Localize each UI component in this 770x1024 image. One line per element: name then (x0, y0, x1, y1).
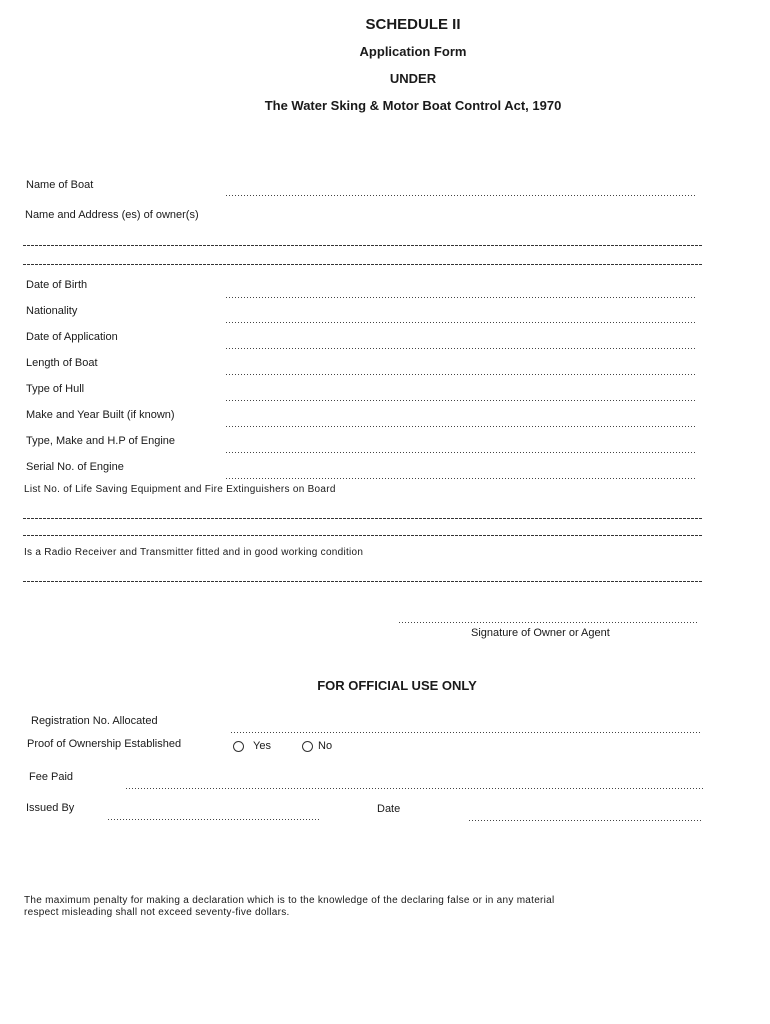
name-of-boat-field[interactable] (226, 195, 697, 196)
schedule-heading: SCHEDULE II (365, 16, 461, 33)
date-of-application-field[interactable] (226, 348, 697, 349)
date-of-birth-label: Date of Birth (26, 279, 88, 291)
fee-paid-label: Fee Paid (29, 771, 74, 783)
nationality-label: Nationality (26, 305, 78, 317)
nationality-field[interactable] (226, 322, 697, 323)
radio-equipment-line[interactable] (23, 581, 703, 582)
proof-no-radio[interactable] (302, 741, 313, 752)
date-field[interactable] (469, 820, 703, 821)
life-saving-equipment-line-2[interactable] (23, 535, 703, 536)
date-of-application-label: Date of Application (26, 331, 118, 343)
make-and-year-field[interactable] (226, 426, 697, 427)
length-of-boat-field[interactable] (226, 374, 697, 375)
date-label: Date (377, 803, 401, 815)
type-of-hull-field[interactable] (226, 400, 697, 401)
under-heading: UNDER (389, 71, 437, 86)
engine-label: Type, Make and H.P of Engine (26, 435, 175, 447)
act-title: The Water Sking & Motor Boat Control Act, 1970 (264, 98, 562, 113)
make-and-year-label: Make and Year Built (if known) (26, 409, 175, 421)
serial-no-label: Serial No. of Engine (26, 461, 124, 473)
registration-no-field[interactable] (231, 732, 701, 733)
penalty-notice-line-1: The maximum penalty for making a declaration which is to the knowledge of the declaring false or in any material (24, 895, 555, 906)
name-of-boat-label: Name of Boat (26, 179, 94, 191)
signature-field[interactable] (399, 622, 699, 623)
owners-address-line-2[interactable] (23, 264, 703, 265)
proof-no-label: No (318, 740, 333, 752)
issued-by-field[interactable] (108, 819, 321, 820)
official-use-heading: FOR OFFICIAL USE ONLY (317, 678, 477, 693)
owners-address-line-1[interactable] (23, 245, 703, 246)
date-of-birth-field[interactable] (226, 297, 697, 298)
penalty-notice-line-2: respect misleading shall not exceed seventy-five dollars. (24, 907, 290, 918)
life-saving-equipment-line-1[interactable] (23, 518, 703, 519)
serial-no-field[interactable] (226, 478, 697, 479)
form-title: Application Form (359, 44, 467, 59)
registration-no-label: Registration No. Allocated (31, 715, 158, 727)
proof-yes-label: Yes (253, 740, 271, 752)
length-of-boat-label: Length of Boat (26, 357, 98, 369)
signature-label: Signature of Owner or Agent (471, 627, 610, 639)
radio-equipment-label: Is a Radio Receiver and Transmitter fitted and in good working condition (24, 547, 364, 558)
type-of-hull-label: Type of Hull (26, 383, 85, 395)
life-saving-equipment-label: List No. of Life Saving Equipment and Fire Extinguishers on Board (24, 484, 336, 495)
proof-of-ownership-label: Proof of Ownership Established (27, 738, 182, 750)
owners-label: Name and Address (es) of owner(s) (25, 209, 199, 221)
fee-paid-field[interactable] (126, 788, 703, 789)
proof-yes-radio[interactable] (233, 741, 244, 752)
engine-field[interactable] (226, 452, 697, 453)
issued-by-label: Issued By (26, 802, 75, 814)
